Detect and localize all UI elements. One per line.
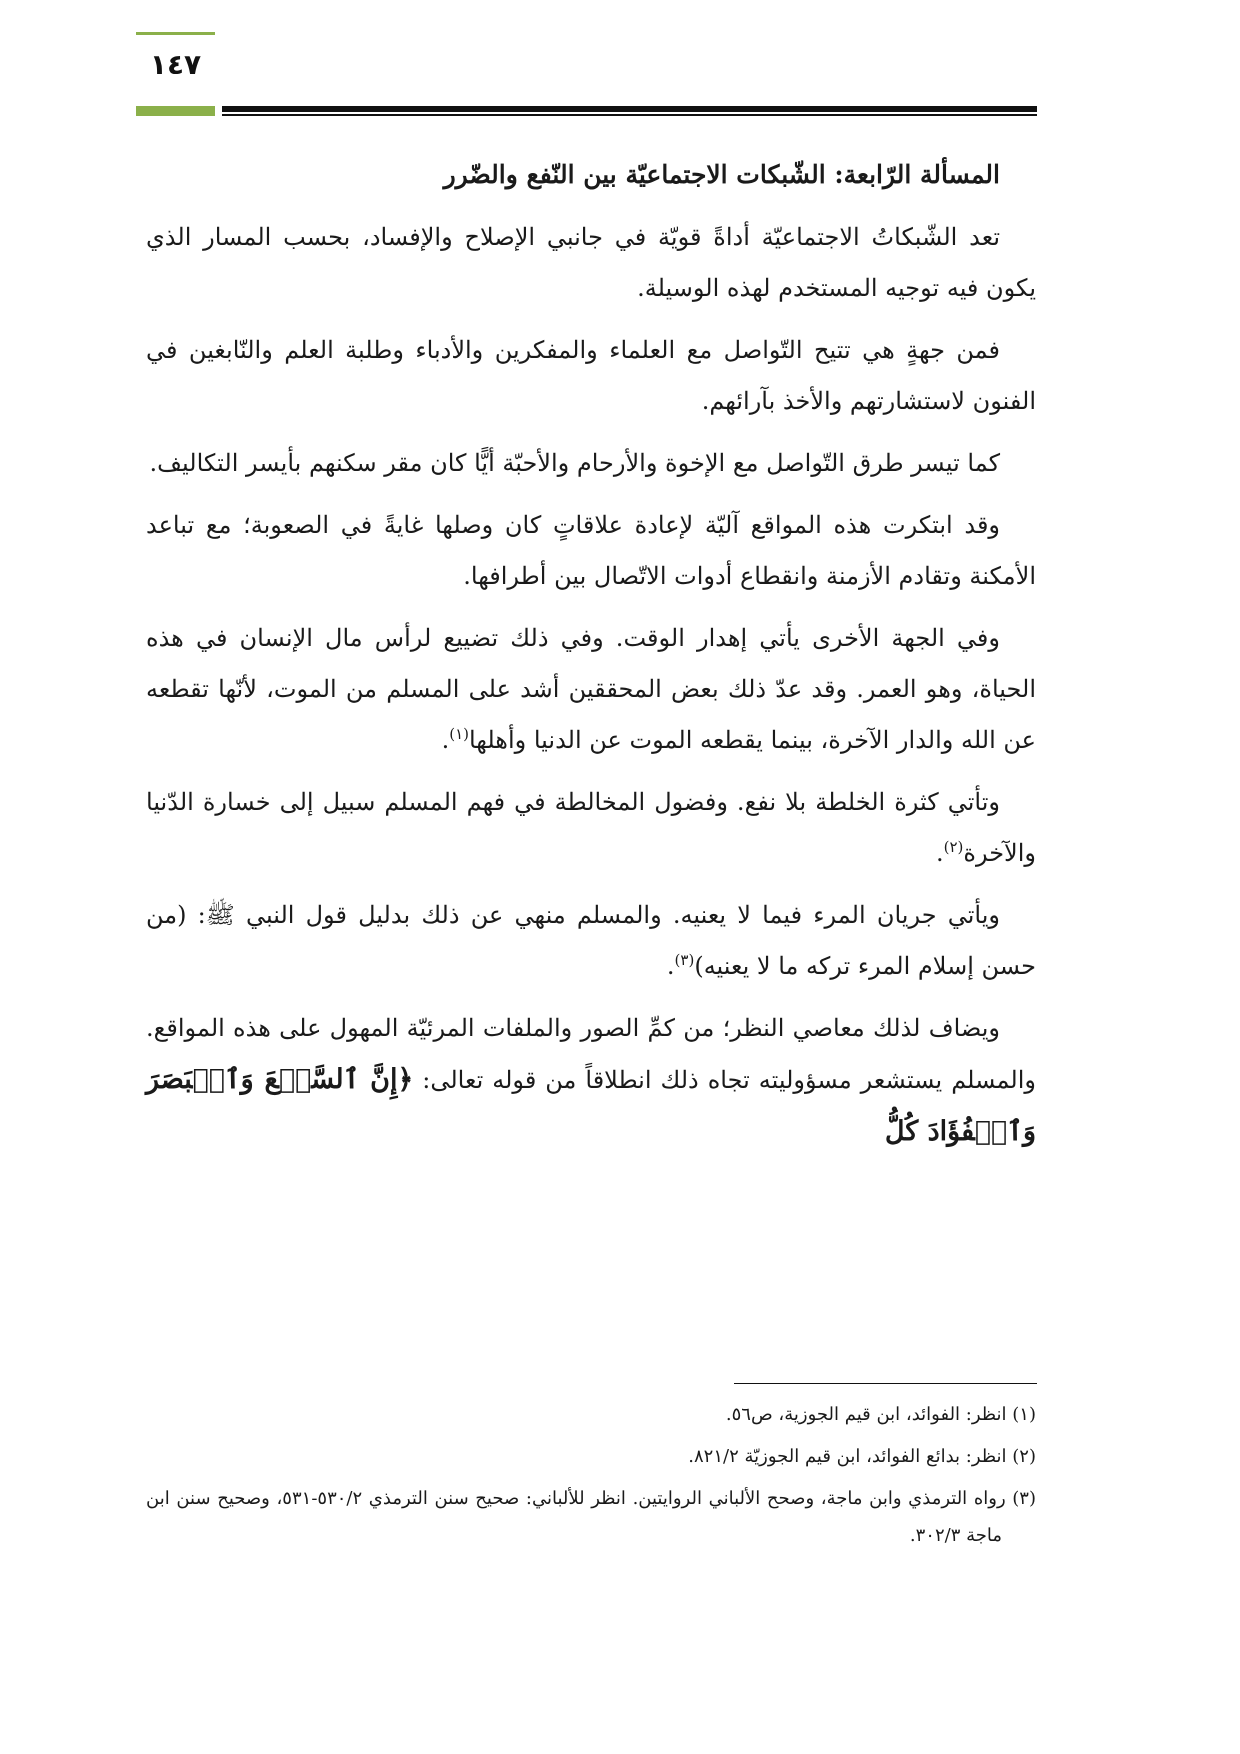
footnote-1: (١) انظر: الفوائد، ابن قيم الجوزية، ص٥٦. <box>725 1404 1036 1425</box>
main-text <box>146 148 1036 1169</box>
paragraph-7: ويأتي جريان المرء فيما لا يعنيه. والمسلم منهي عن ذلك بدليل قول النبي ﷺ: (من حسن إسلام المرء تركه ما لا يعنيه)$^{(٣)}$. <box>146 901 1036 980</box>
footnotes <box>146 1396 1036 1559</box>
header-accent-bar-top <box>136 32 215 35</box>
paragraph-text: وفي الجهة الأخرى يأتي إهدار الوقت. وفي ذلك تضييع لرأس مال الإنسان في هذه الحياة، وهو العمر. وقد عدّ ذلك بعض المحققين أشد على المسلم من الموت، لأنّها تقطعه عن الله والدار الآخرة، بينما يقطعه الموت عن الدنيا وأهلها <box>146 624 1036 754</box>
paragraph-text: وتأتي كثرة الخلطة بلا نفع. وفضول المخالطة في فهم المسلم سبيل إلى خسارة الدّنيا والآخرة <box>146 788 1036 867</box>
section-heading: المسألة الرّابعة: الشّبكات الاجتماعيّة بين النّفع والضّرر <box>443 160 1000 189</box>
header-accent-bar-bottom <box>136 106 215 116</box>
paragraph-text: ويضاف لذلك معاصي النظر؛ من كمِّ الصور والملفات المرئيّة المهول على هذه المواقع. والمسلم يستشعر مسؤوليته تجاه ذلك انطلاقاً من قوله تعالى: <box>146 1014 1036 1094</box>
footnote-2: (٢) انظر: بدائع الفوائد، ابن قيم الجوزيّة ٨٢١/٢. <box>688 1446 1036 1467</box>
paragraph-1 <box>146 212 1036 314</box>
paragraph-6: وتأتي كثرة الخلطة بلا نفع. وفضول المخالطة في فهم المسلم سبيل إلى خسارة الدّنيا والآخرة$^{(٢)}$. <box>146 788 1036 867</box>
footnote-3: (٣) رواه الترمذي وابن ماجة، وصحح الألباني الروايتين. انظر للألباني: صحيح سنن الترمذي ٥٣٠/٢-٥٣١، وصحيح سنن ابن ماجة ٣٠٢/٣. <box>146 1488 1036 1546</box>
footnote-separator <box>734 1383 1037 1384</box>
footnote-ref[interactable]: (١) <box>449 725 469 743</box>
page-number: ١٤٧ <box>149 48 202 81</box>
paragraph-text: ويأتي جريان المرء فيما لا يعنيه. والمسلم منهي عن ذلك بدليل قول النبي ﷺ: (من حسن إسلام المرء تركه ما لا يعنيه) <box>146 901 1036 980</box>
paragraph-text: تعد الشّبكاتُ الاجتماعيّة أداةً قويّة في جانبي الإصلاح والإفساد، بحسب المسار الذي يكون فيه توجيه المستخدم لهذه الوسيلة. <box>146 223 1036 302</box>
quran-verse: ﴿إِنَّ ٱلسَّمۡعَ وَٱلۡبَصَرَ وَٱلۡفُؤَادَ كُلُّ <box>146 1064 1036 1147</box>
paragraph-2 <box>146 325 1036 427</box>
paragraph-5: وفي الجهة الأخرى يأتي إهدار الوقت. وفي ذلك تضييع لرأس مال الإنسان في هذه الحياة، وهو العمر. وقد عدّ ذلك بعض المحققين أشد على المسلم من الموت، لأنّها تقطعه عن الله والدار الآخرة، بينما يقطعه الموت عن الدنيا وأهلها$^{(١)}$. <box>146 624 1036 754</box>
header-rule <box>222 106 1037 112</box>
footnote-ref[interactable]: (٣) <box>674 951 695 969</box>
footnote-ref[interactable]: (٢) <box>943 838 964 856</box>
paragraph-text: وقد ابتكرت هذه المواقع آليّة لإعادة علاقاتٍ كان وصلها غايةً في الصعوبة؛ مع تباعد الأمكنة وتقادم الأزمنة وانقطاع أدوات الاتّصال بين أطرافها. <box>146 511 1036 590</box>
paragraph-8 <box>146 1003 1036 1158</box>
paragraph-3 <box>146 438 1036 489</box>
header-rule-thin <box>222 114 1037 116</box>
paragraph-text: فمن جهةٍ هي تتيح التّواصل مع العلماء والمفكرين والأدباء وطلبة العلم والنّابغين في الفنون لاستشارتهم والأخذ بآرائهم. <box>146 336 1036 415</box>
paragraph-4 <box>146 500 1036 602</box>
paragraph-text: كما تيسر طرق التّواصل مع الإخوة والأرحام والأحبّة أيًّا كان مقر سكنهم بأيسر التكاليف. <box>149 449 1000 477</box>
